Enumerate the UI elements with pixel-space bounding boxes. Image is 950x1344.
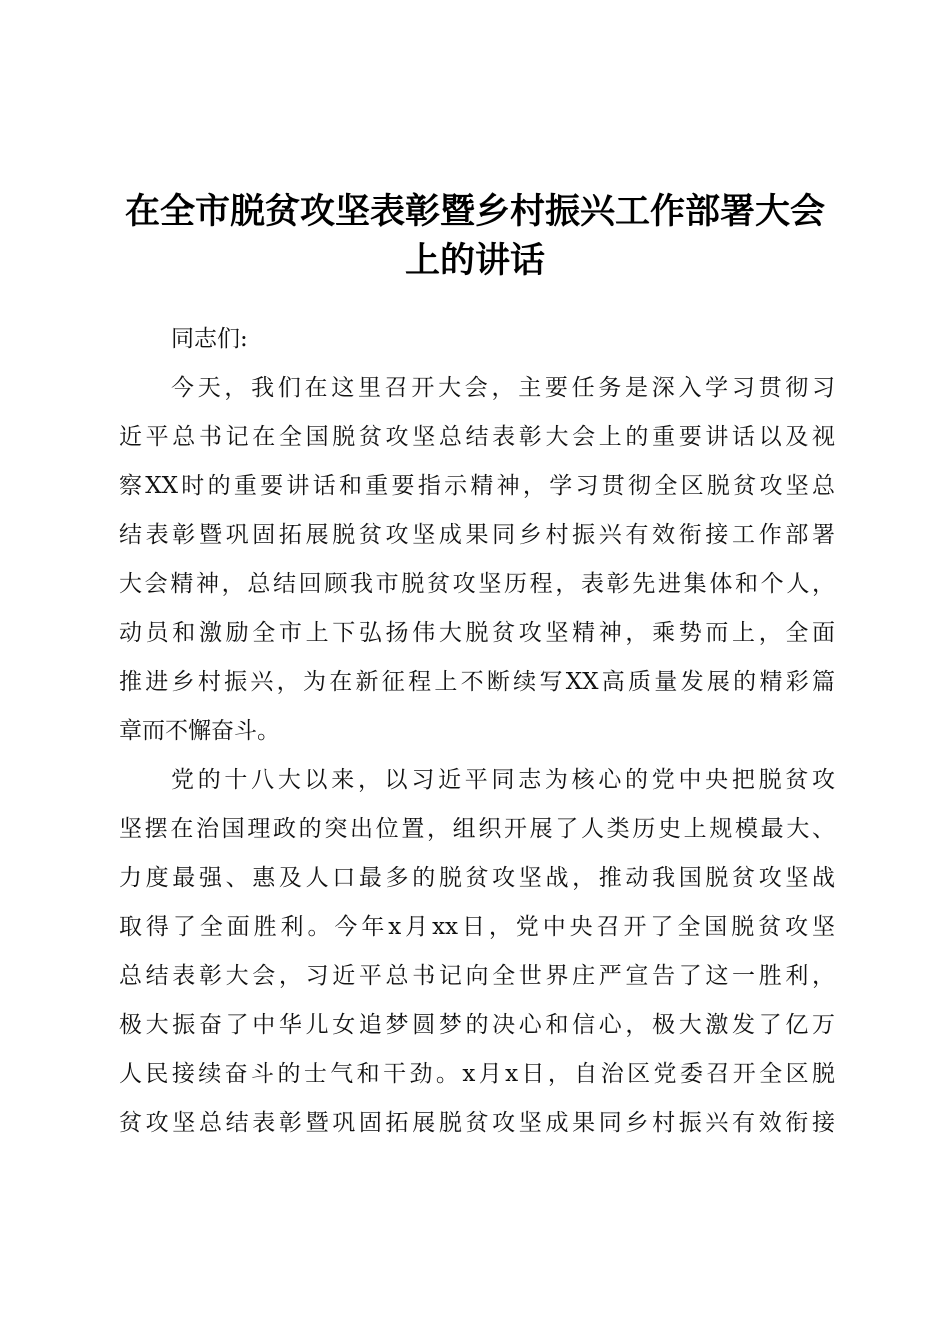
paragraph-line: 动员和激励全市上下弘扬伟大脱贫攻坚精神，乘势而上，全面 xyxy=(119,620,835,646)
paragraph-line: 近平总书记在全国脱贫攻坚总结表彰大会上的重要讲话以及视 xyxy=(119,424,835,450)
paragraph-line: 人民接续奋斗的士气和干劲。x月x日，自治区党委召开全区脱 xyxy=(119,1061,835,1087)
paragraph-line: 结表彰暨巩固拓展脱贫攻坚成果同乡村振兴有效衔接工作部署 xyxy=(119,522,835,548)
document-body xyxy=(119,315,835,1148)
title-line-2: 上的讲话 xyxy=(404,241,545,281)
paragraph-line: 力度最强、惠及人口最多的脱贫攻坚战，推动我国脱贫攻坚战 xyxy=(119,865,835,891)
paragraph-line: 推进乡村振兴，为在新征程上不断续写XX高质量发展的精彩篇 xyxy=(119,669,835,695)
paragraph-line: 今天，我们在这里召开大会，主要任务是深入学习贯彻习 xyxy=(171,375,835,401)
paragraph-line: 贫攻坚总结表彰暨巩固拓展脱贫攻坚成果同乡村振兴有效衔接 xyxy=(119,1110,835,1136)
paragraph-line: 察XX时的重要讲话和重要指示精神，学习贯彻全区脱贫攻坚总 xyxy=(119,473,835,499)
paragraph-line: 总结表彰大会，习近平总书记向全世界庄严宣告了这一胜利， xyxy=(119,963,835,989)
paragraph-line: 大会精神，总结回顾我市脱贫攻坚历程，表彰先进集体和个人， xyxy=(119,571,835,597)
title-line-1: 在全市脱贫攻坚表彰暨乡村振兴工作部署大会 xyxy=(124,192,825,232)
paragraph-line: 章而不懈奋斗。 xyxy=(119,718,280,744)
paragraph-line: 取得了全面胜利。今年x月xx日，党中央召开了全国脱贫攻坚 xyxy=(119,914,835,940)
paragraph-2 xyxy=(119,756,835,1148)
document-title xyxy=(100,188,850,286)
paragraph-line: 党的十八大以来，以习近平同志为核心的党中央把脱贫攻 xyxy=(171,767,835,793)
paragraph-line: 坚摆在治国理政的突出位置，组织开展了人类历史上规模最大、 xyxy=(119,816,835,842)
paragraph-line: 极大振奋了中华儿女追梦圆梦的决心和信心，极大激发了亿万 xyxy=(119,1012,835,1038)
paragraph-1 xyxy=(119,364,835,756)
salutation: 同志们: xyxy=(171,326,248,352)
